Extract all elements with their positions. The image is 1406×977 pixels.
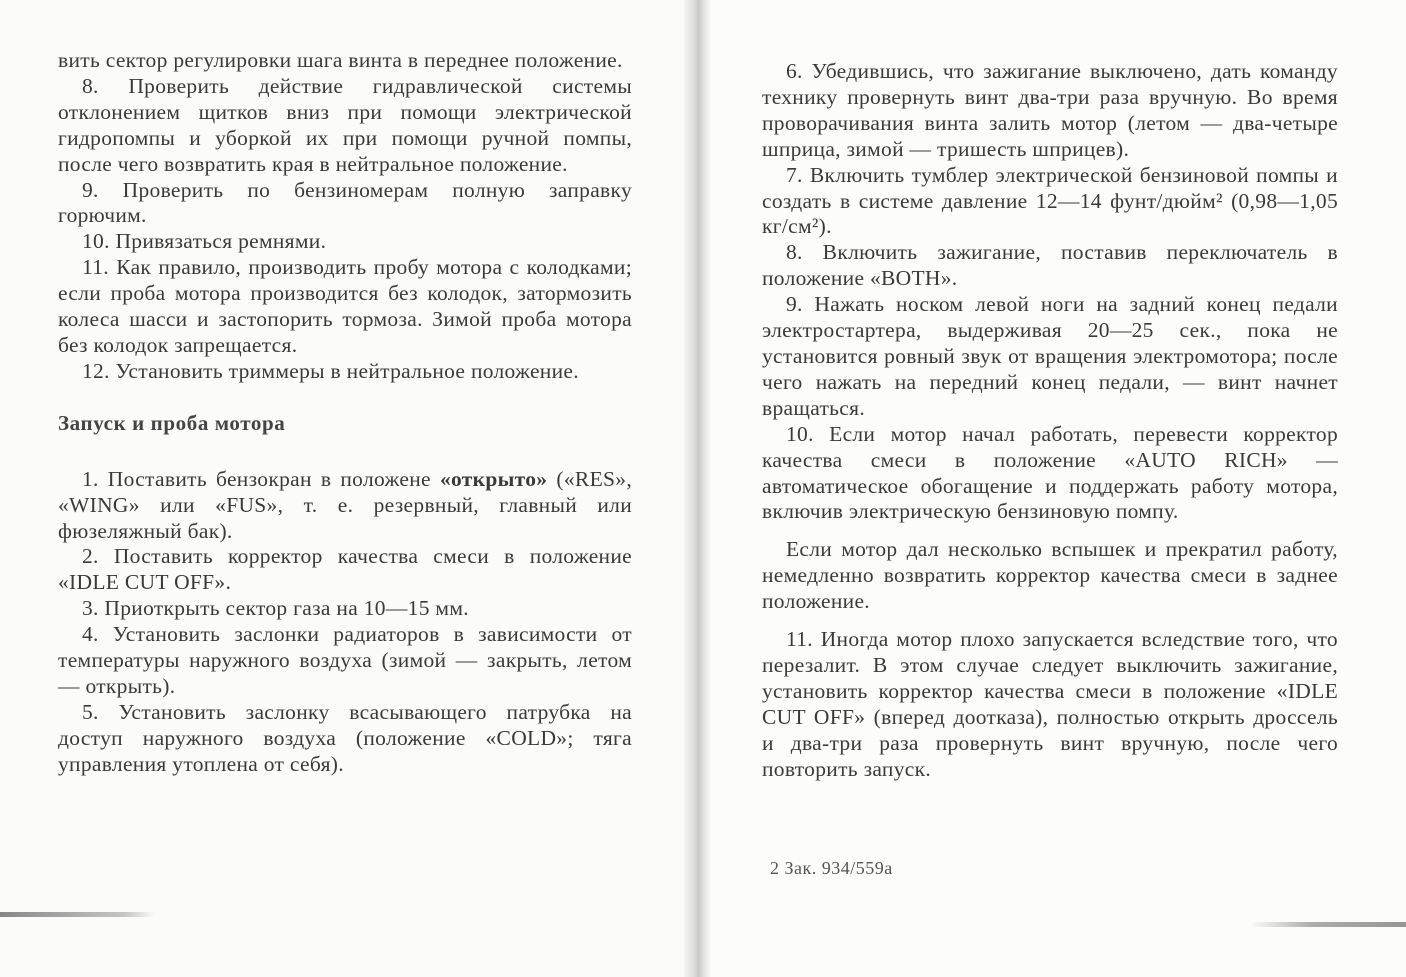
note-paragraph: Если мотор дал несколько вспышек и прекратил работу, немедленно возвратить корректор качества смеси в заднее положение. bbox=[762, 537, 1338, 614]
start-step-4: 4. Установить заслонки радиаторов в зависимости от температуры наружного воздуха (зимой — закрыть, летом — открыть). bbox=[58, 622, 632, 698]
page-edge-shadow-left bbox=[0, 912, 155, 917]
instruction-item-11: 11. Как правило, производить пробу мотора с колодками; если проба мотора производится без колодок, затормозить колеса шасси и застопорить тормоза. Зимой проба мотора без колодок запрещается. bbox=[58, 255, 632, 357]
start-step-11: 11. Иногда мотор плохо запускается вследствие того, что перезалит. В этом случае следует выключить зажигание, установить корректор качества смеси в положение «IDLE CUT OFF» (вперед доотказа), полностью открыть дроссель и два-три раза провернуть винт вручную, после чего повторить запуск. bbox=[762, 627, 1338, 781]
instruction-item-8: 8. Проверить действие гидравлической системы отклонением щитков вниз при помощи электрической гидропомпы и уборкой их при помощи ручной помпы, после чего возвратить края в нейтральное положение. bbox=[58, 73, 632, 176]
page-footer-signature: 2 Зак. 934/559а bbox=[770, 858, 893, 878]
start-step-1-bold: «открыто» bbox=[439, 466, 548, 491]
start-step-10: 10. Если мотор начал работать, перевести корректор качества смеси в положение «AUTO RICH» — автоматическое обогащение и поддержать работу мотора, включив электрическую бензиновую помпу. bbox=[762, 421, 1338, 524]
continued-paragraph: вить сектор регулировки шага винта в переднее положение. bbox=[58, 48, 623, 72]
start-step-1-tail: («RES», «WING» или «FUS», т. е. резервный, главный или фюзеляжный бак). bbox=[58, 466, 632, 543]
book-gutter bbox=[684, 0, 710, 977]
start-step-1 bbox=[58, 467, 632, 545]
start-step-2: 2. Поставить корректор качества смеси в положение «IDLE CUT OFF». bbox=[58, 544, 632, 595]
section-heading: Запуск и проба мотора bbox=[58, 410, 286, 435]
start-step-9: 9. Нажать носком левой ноги на задний конец педали электростартера, выдерживая 20—25 сек., пока не установится ровный звук от вращения электромотора; после чего нажать на передний конец педали, — винт начнет вращаться. bbox=[762, 292, 1338, 420]
instruction-item-10: 10. Привязаться ремнями. bbox=[82, 229, 327, 254]
start-step-5: 5. Установить заслонку всасывающего патрубка на доступ наружного воздуха (положение «COLD»; тяга управления утоплена от себя). bbox=[58, 699, 632, 776]
instruction-item-9: 9. Проверить по бензиномерам полную заправку горючим. bbox=[58, 177, 632, 228]
page-edge-shadow-right bbox=[1250, 922, 1406, 927]
left-text-column bbox=[58, 48, 632, 778]
right-text-column bbox=[762, 59, 1338, 782]
start-step-8: 8. Включить зажигание, поставив переключатель в положение «BOTH». bbox=[762, 240, 1338, 291]
start-step-3: 3. Приоткрыть сектор газа на 10—15 мм. bbox=[82, 596, 469, 621]
instruction-item-12: 12. Установить триммеры в нейтральное положение. bbox=[82, 358, 579, 383]
start-step-7: 7. Включить тумблер электрической бензиновой помпы и создать в системе давление 12—14 фунт/дюйм² (0,98—1,05 кг/см²). bbox=[762, 162, 1338, 239]
start-step-6: 6. Убедившись, что зажигание выключено, дать команду технику провернуть винт два-три раза вручную. Во время проворачивания винта залить мотор (летом — два-четыре шприца, зимой — тришесть шприцев). bbox=[762, 59, 1338, 161]
start-step-1-text: 1. Поставить бензокран в положене bbox=[82, 466, 440, 491]
